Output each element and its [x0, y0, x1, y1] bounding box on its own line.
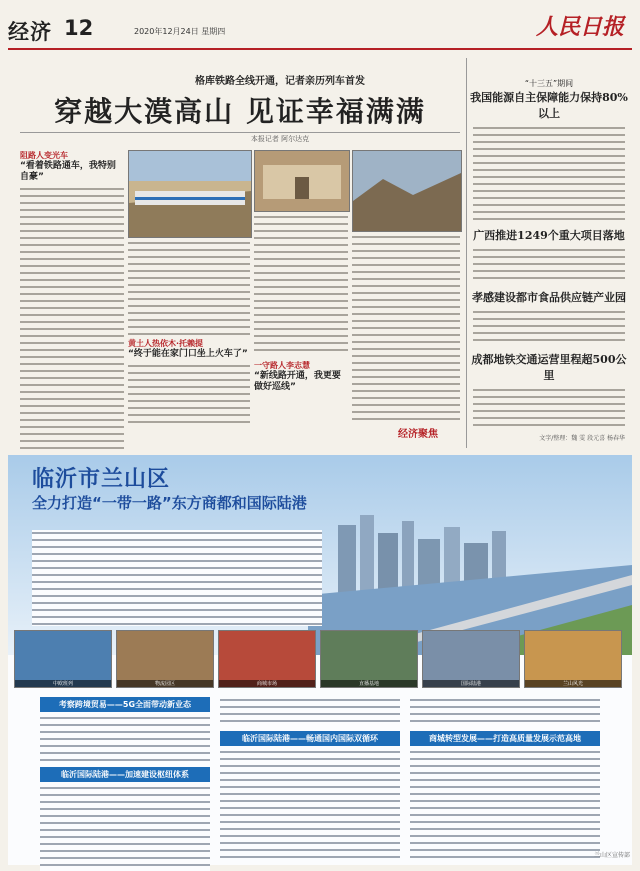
ad-title: 临沂市兰山区 — [32, 466, 171, 492]
ad-photo-2-caption: 物流园区 — [117, 680, 213, 687]
item1-title: 我国能源自主保障能力保持80%以上 — [470, 91, 628, 120]
ad-col1 — [40, 697, 210, 871]
col3-body-top — [254, 214, 348, 354]
lead-col3 — [254, 360, 348, 393]
ad-section3-head: 商城转型发展——打造高质量发展示范高地 — [410, 731, 600, 746]
newspaper-logo: 人民日报 — [535, 14, 624, 40]
ad-photo-2 — [116, 630, 214, 688]
lead-photo-station — [254, 150, 350, 212]
item2-body — [473, 247, 625, 283]
ad-intro-body — [32, 530, 322, 626]
ad-photo-4-caption: 直播基地 — [321, 680, 417, 687]
issue-date: 2020年12月24日 星期四 — [134, 27, 226, 36]
col2-body — [128, 363, 250, 423]
page-number: 12 — [64, 16, 94, 40]
lead-kicker: 格库铁路全线开通，记者亲历列车首发 — [195, 76, 365, 87]
right-column — [466, 58, 631, 448]
col1-subhead: 阻路人变光车 — [20, 151, 68, 160]
ad-section2-body — [40, 785, 210, 871]
ad-section4-body — [220, 749, 400, 861]
item1-body — [473, 125, 625, 221]
ad-photo-5-caption: 国际陆港 — [423, 680, 519, 687]
item1-kicker: “十三五”期间 — [524, 79, 574, 88]
ad-photo-3 — [218, 630, 316, 688]
masthead — [8, 8, 632, 50]
ad-section1-head: 考察跨境贸易——5G全面带动新业态 — [40, 697, 210, 712]
ad-col3-body-top — [410, 697, 600, 727]
col2-body-top — [128, 240, 250, 335]
item3-title: 孝感建设都市食品供应链产业园 — [472, 291, 626, 304]
ad-section3-body — [410, 749, 600, 861]
col1-body — [20, 186, 124, 451]
col4-body — [352, 234, 460, 424]
ad-col3 — [410, 697, 600, 861]
right-byline: 文字/整理：魏 雯 段元喜 杨春华 — [539, 435, 625, 442]
headline-rule — [20, 132, 460, 133]
lead-byline: 本报记者 阿尔达克 — [250, 135, 310, 143]
ad-footer: 兰山区宣传部 — [593, 852, 630, 859]
ad-photo-4 — [320, 630, 418, 688]
col2-quote: “终于能在家门口坐上火车了” — [128, 349, 248, 359]
col3-subhead: 一守路人李志慧 — [254, 361, 310, 370]
section-name: 经济 — [8, 20, 52, 44]
lead-col1 — [20, 150, 124, 451]
lead-photo-landscape — [352, 150, 462, 232]
col3-quote: “新线路开通，我更要做好巡线” — [254, 371, 341, 392]
lead-col2 — [128, 338, 250, 423]
ad-photo-5 — [422, 630, 520, 688]
lead-photo-train — [128, 150, 252, 238]
ad-photo-3-caption: 商城市场 — [219, 680, 315, 687]
col1-quote: “看着铁路通车，我特别自豪” — [20, 161, 116, 182]
item4-body — [473, 387, 625, 429]
ad-section1-body — [40, 715, 210, 763]
ad-photo-1 — [14, 630, 112, 688]
ad-subtitle: 全力打造“一带一路”东方商都和国际陆港 — [32, 494, 307, 512]
ad-col2-body-top — [220, 697, 400, 727]
section-tag: 经济聚焦 — [398, 429, 438, 440]
item3-body — [473, 309, 625, 345]
ad-photo-6-caption: 兰山风光 — [525, 680, 621, 687]
ad-section2-head: 临沂国际陆港——加速建设枢纽体系 — [40, 767, 210, 782]
ad-photo-6 — [524, 630, 622, 688]
ad-photo-strip — [14, 630, 626, 690]
ad-photo-1-caption: 中欧班列 — [15, 680, 111, 687]
ad-section4-head: 临沂国际陆港——畅通国内国际双循环 — [220, 731, 400, 746]
ad-col2 — [220, 697, 400, 861]
item2-title: 广西推进1249个重大项目落地 — [473, 229, 625, 242]
item4-title: 成都地铁交通运营里程超500公里 — [471, 353, 627, 382]
col2-subhead: 黄土人热依木·托赖提 — [128, 339, 204, 348]
lead-headline: 穿越大漠高山 见证幸福满满 — [54, 95, 426, 128]
